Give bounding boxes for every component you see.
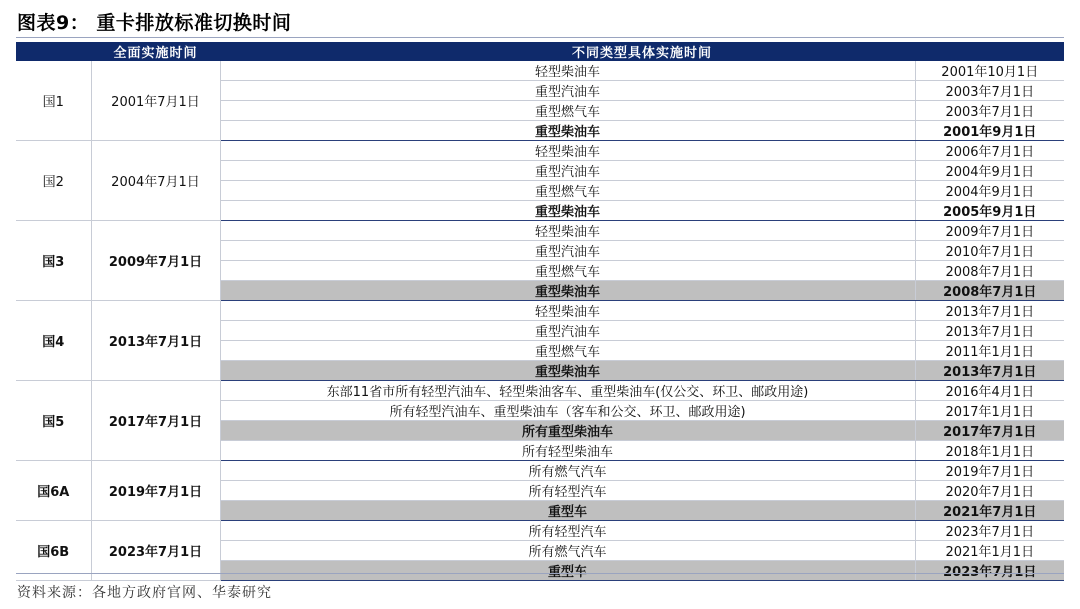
vehicle-type-cell: 重型柴油车 bbox=[220, 121, 915, 141]
implementation-date-cell: 2004年9月1日 bbox=[915, 181, 1064, 201]
vehicle-type-cell: 重型柴油车 bbox=[220, 281, 915, 301]
standard-cell: 国3 bbox=[16, 221, 91, 301]
standard-cell: 国6B bbox=[16, 521, 91, 581]
implementation-date-cell: 2013年7月1日 bbox=[915, 301, 1064, 321]
vehicle-type-cell: 所有燃气汽车 bbox=[220, 541, 915, 561]
vehicle-type-cell: 所有轻型柴油车 bbox=[220, 441, 915, 461]
source-divider bbox=[16, 573, 1064, 574]
implementation-date-cell: 2021年1月1日 bbox=[915, 541, 1064, 561]
full-implementation-cell: 2017年7月1日 bbox=[91, 381, 220, 461]
implementation-date-cell: 2003年7月1日 bbox=[915, 101, 1064, 121]
full-implementation-cell: 2013年7月1日 bbox=[91, 301, 220, 381]
emission-standards-table bbox=[16, 42, 1064, 581]
table-row bbox=[16, 461, 1064, 481]
header-type-implementation: 不同类型具体实施时间 bbox=[220, 42, 1064, 61]
vehicle-type-cell: 重型汽油车 bbox=[220, 321, 915, 341]
implementation-date-cell: 2017年7月1日 bbox=[915, 421, 1064, 441]
vehicle-type-cell: 轻型柴油车 bbox=[220, 141, 915, 161]
standard-cell: 国5 bbox=[16, 381, 91, 461]
vehicle-type-cell: 重型燃气车 bbox=[220, 181, 915, 201]
vehicle-type-cell: 重型燃气车 bbox=[220, 261, 915, 281]
figure-title: 图表9： 重卡排放标准切换时间 bbox=[17, 12, 292, 34]
standard-cell: 国1 bbox=[16, 61, 91, 141]
full-implementation-cell: 2009年7月1日 bbox=[91, 221, 220, 301]
vehicle-type-cell: 东部11省市所有轻型汽油车、轻型柴油客车、重型柴油车(仅公交、环卫、邮政用途) bbox=[220, 381, 915, 401]
implementation-date-cell: 2023年7月1日 bbox=[915, 561, 1064, 581]
table-row bbox=[16, 61, 1064, 81]
vehicle-type-cell: 所有轻型汽油车、重型柴油车（客车和公交、环卫、邮政用途) bbox=[220, 401, 915, 421]
implementation-date-cell: 2016年4月1日 bbox=[915, 381, 1064, 401]
implementation-date-cell: 2011年1月1日 bbox=[915, 341, 1064, 361]
table-row bbox=[16, 221, 1064, 241]
vehicle-type-cell: 重型柴油车 bbox=[220, 201, 915, 221]
full-implementation-cell: 2001年7月1日 bbox=[91, 61, 220, 141]
implementation-date-cell: 2021年7月1日 bbox=[915, 501, 1064, 521]
header-standard bbox=[16, 42, 91, 61]
implementation-date-cell: 2017年1月1日 bbox=[915, 401, 1064, 421]
implementation-date-cell: 2010年7月1日 bbox=[915, 241, 1064, 261]
vehicle-type-cell: 重型车 bbox=[220, 501, 915, 521]
implementation-date-cell: 2003年7月1日 bbox=[915, 81, 1064, 101]
implementation-date-cell: 2001年9月1日 bbox=[915, 121, 1064, 141]
table-header-row bbox=[16, 42, 1064, 61]
vehicle-type-cell: 重型柴油车 bbox=[220, 361, 915, 381]
implementation-date-cell: 2008年7月1日 bbox=[915, 261, 1064, 281]
table-row bbox=[16, 301, 1064, 321]
full-implementation-cell: 2023年7月1日 bbox=[91, 521, 220, 581]
implementation-date-cell: 2023年7月1日 bbox=[915, 521, 1064, 541]
vehicle-type-cell: 所有轻型汽车 bbox=[220, 521, 915, 541]
source-note: 资料来源：各地方政府官网、华泰研究 bbox=[17, 585, 272, 601]
implementation-date-cell: 2020年7月1日 bbox=[915, 481, 1064, 501]
implementation-date-cell: 2018年1月1日 bbox=[915, 441, 1064, 461]
vehicle-type-cell: 所有重型柴油车 bbox=[220, 421, 915, 441]
vehicle-type-cell: 重型汽油车 bbox=[220, 161, 915, 181]
table-body bbox=[16, 61, 1064, 581]
implementation-date-cell: 2013年7月1日 bbox=[915, 361, 1064, 381]
vehicle-type-cell: 重型汽油车 bbox=[220, 81, 915, 101]
implementation-date-cell: 2004年9月1日 bbox=[915, 161, 1064, 181]
vehicle-type-cell: 重型汽油车 bbox=[220, 241, 915, 261]
vehicle-type-cell: 轻型柴油车 bbox=[220, 221, 915, 241]
standard-cell: 国4 bbox=[16, 301, 91, 381]
table-row bbox=[16, 141, 1064, 161]
implementation-date-cell: 2008年7月1日 bbox=[915, 281, 1064, 301]
standard-cell: 国6A bbox=[16, 461, 91, 521]
implementation-date-cell: 2013年7月1日 bbox=[915, 321, 1064, 341]
implementation-date-cell: 2019年7月1日 bbox=[915, 461, 1064, 481]
vehicle-type-cell: 所有燃气汽车 bbox=[220, 461, 915, 481]
vehicle-type-cell: 轻型柴油车 bbox=[220, 301, 915, 321]
implementation-date-cell: 2005年9月1日 bbox=[915, 201, 1064, 221]
table-row bbox=[16, 521, 1064, 541]
implementation-date-cell: 2001年10月1日 bbox=[915, 61, 1064, 81]
vehicle-type-cell: 所有轻型汽车 bbox=[220, 481, 915, 501]
emission-table-container bbox=[16, 42, 1064, 581]
vehicle-type-cell: 重型燃气车 bbox=[220, 101, 915, 121]
header-full-implementation: 全面实施时间 bbox=[91, 42, 220, 61]
vehicle-type-cell: 重型燃气车 bbox=[220, 341, 915, 361]
table-row bbox=[16, 381, 1064, 401]
implementation-date-cell: 2006年7月1日 bbox=[915, 141, 1064, 161]
full-implementation-cell: 2004年7月1日 bbox=[91, 141, 220, 221]
title-divider bbox=[16, 37, 1064, 38]
vehicle-type-cell: 轻型柴油车 bbox=[220, 61, 915, 81]
full-implementation-cell: 2019年7月1日 bbox=[91, 461, 220, 521]
standard-cell: 国2 bbox=[16, 141, 91, 221]
vehicle-type-cell: 重型车 bbox=[220, 561, 915, 581]
implementation-date-cell: 2009年7月1日 bbox=[915, 221, 1064, 241]
